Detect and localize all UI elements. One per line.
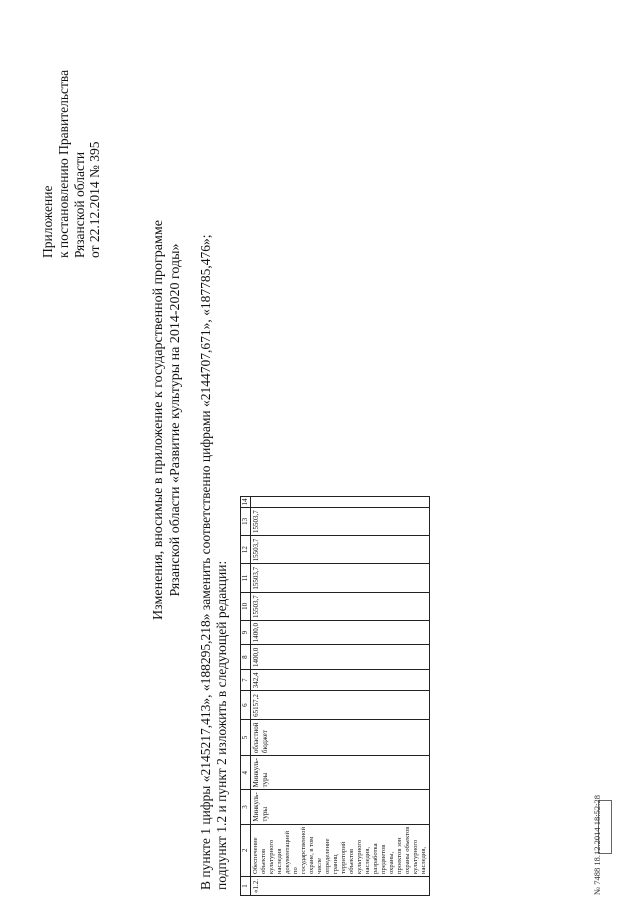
document-title [150,200,184,640]
header-line: Приложение [40,185,55,258]
cell-description: Обеспечение объектов культурного наследия документацией по государственной охране, в том числе определение границ территорий объектов культурного наследия, разработка предметов охраны, проектов зон охраны объектов культурного наследия, [251,824,430,876]
col-header: 5 [241,719,251,755]
col-header: 9 [241,620,251,644]
cell-value: 15503,7 [251,536,430,564]
cell-funding-source: областной бюджет [251,719,430,755]
cell-coexecutor: Минкуль-туры [251,756,430,790]
cell-value: 15503,7 [251,507,430,535]
paragraph-line: В пункте 1 цифры «2145217,413», «188295,218» заменить соответственно цифрами «2144707,671», «187785,476»; [198,234,213,890]
col-header: 2 [241,824,251,876]
col-header: 11 [241,564,251,592]
header-line: от 22.12.2014 № 395 [87,141,103,258]
table-header-row [241,497,251,896]
col-header: 1 [241,877,251,896]
col-header: 4 [241,756,251,790]
col-header: 13 [241,507,251,535]
col-header: 6 [241,691,251,720]
col-header: 8 [241,645,251,670]
col-header: 7 [241,669,251,690]
cell-executor: Минкуль-туры [251,790,430,824]
cell-value: 342,4 [251,669,430,690]
cell-value: 15503,7 [251,564,430,592]
title-line: Рязанской области «Развитие культуры на 2014-2020 годы» [168,243,183,597]
paragraph-line: подпункт 1.2 и пункт 2 изложить в следующей редакции: [213,560,229,890]
cell-number: «1.2. [251,877,430,896]
col-header: 14 [241,498,249,506]
header-line: Рязанской области [71,151,87,258]
title-line: Изменения, вносимые в приложение к государственной программе [151,220,166,620]
amendment-paragraph [198,234,229,890]
col-header: 3 [241,790,251,824]
cell-value [251,497,430,508]
registration-footer: № 7488 18.12.2014 18:52:28 [592,795,602,895]
col-header: 12 [241,536,251,564]
header-line: к постановлению Правительства [55,69,71,258]
program-table [240,496,430,896]
cell-total: 65157,2 [251,691,430,720]
cell-value: 15503,7 [251,592,430,620]
col-header: 10 [241,592,251,620]
cell-value: 1400,0 [251,620,430,644]
table-row [251,497,430,896]
document-header [40,70,103,258]
cell-value: 1400,0 [251,645,430,670]
